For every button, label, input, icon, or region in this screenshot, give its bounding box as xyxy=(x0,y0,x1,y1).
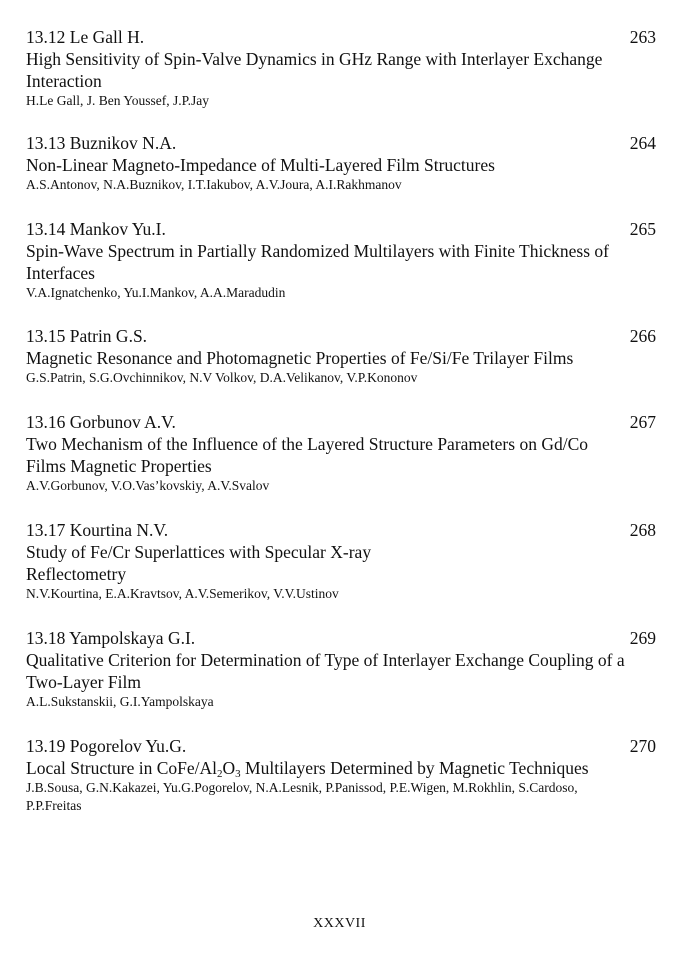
entry-authors: A.V.Gorbunov, V.O.Vas’kovskiy, A.V.Svalov xyxy=(26,478,270,493)
toc-entry xyxy=(26,627,656,711)
entry-title: High Sensitivity of Spin-Valve Dynamics in GHz Range with Interlayer Exchange Interaction xyxy=(26,49,603,91)
entry-number-author: 13.13 Buznikov N.A. xyxy=(26,133,177,153)
entry-title-part: O xyxy=(222,758,236,778)
entry-number-author: 13.12 Le Gall H. xyxy=(26,27,145,47)
page-number: 270 xyxy=(629,736,656,756)
entry-authors: G.S.Patrin, S.G.Ovchinnikov, N.V Volkov, D.A.Velikanov, V.P.Kononov xyxy=(26,370,418,385)
entry-authors: A.L.Sukstanskii, G.I.Yampolskaya xyxy=(26,694,214,709)
entry-title: Non-Linear Magneto-Impedance of Multi-Layered Film Structures xyxy=(26,155,495,175)
entry-title xyxy=(26,757,626,779)
entry-title: Two Mechanism of the Influence of the Layered Structure Parameters on Gd/Co Films Magnetic Properties xyxy=(26,434,588,476)
entry-title-line-2: Reflectometry xyxy=(26,564,127,584)
page-number: 265 xyxy=(629,219,656,239)
subscript: 2 xyxy=(217,768,223,780)
entry-number-author: 13.15 Patrin G.S. xyxy=(26,326,148,346)
toc-entry xyxy=(26,218,656,302)
page-number: 267 xyxy=(629,412,656,432)
toc-entry xyxy=(26,26,656,110)
entry-number-author: 13.19 Pogorelov Yu.G. xyxy=(26,736,187,756)
page-number: 263 xyxy=(629,27,656,47)
entry-number-author: 13.14 Mankov Yu.I. xyxy=(26,219,166,239)
entry-title: Qualitative Criterion for Determination of Type of Interlayer Exchange Coupling of a Two-Layer Film xyxy=(26,650,625,692)
entry-number-author: 13.18 Yampolskaya G.I. xyxy=(26,628,196,648)
entry-title-line-1: Study of Fe/Cr Superlattices with Specular X-ray xyxy=(26,542,372,562)
page-number: 266 xyxy=(629,326,656,346)
entry-title: Spin-Wave Spectrum in Partially Randomized Multilayers with Finite Thickness of Interfaces xyxy=(26,241,609,283)
entry-authors: A.S.Antonov, N.A.Buznikov, I.T.Iakubov, A.V.Joura, A.I.Rakhmanov xyxy=(26,177,402,192)
toc-entry xyxy=(26,411,656,495)
entry-authors: J.B.Sousa, G.N.Kakazei, Yu.G.Pogorelov, N.A.Lesnik, P.Panissod, P.E.Wigen, M.Rokhlin, S.Cardoso, P.P.Freitas xyxy=(26,780,578,813)
subscript: 3 xyxy=(235,768,241,780)
toc-entry xyxy=(26,132,656,194)
page-footer-numeral: XXXVII xyxy=(313,916,366,931)
page-number: 269 xyxy=(629,628,656,648)
entry-number-author: 13.17 Kourtina N.V. xyxy=(26,520,169,540)
toc-entry xyxy=(26,519,656,603)
entry-title-part: Multilayers Determined by Magnetic Techniques xyxy=(240,758,589,778)
page-number: 264 xyxy=(629,133,656,153)
entry-title: Magnetic Resonance and Photomagnetic Properties of Fe/Si/Fe Trilayer Films xyxy=(26,348,574,368)
entry-authors: H.Le Gall, J. Ben Youssef, J.P.Jay xyxy=(26,93,210,108)
page-number: 268 xyxy=(629,520,656,540)
entry-number-author: 13.16 Gorbunov A.V. xyxy=(26,412,176,432)
entry-title-part: Local Structure in CoFe/Al xyxy=(26,758,218,778)
toc-entry xyxy=(26,325,656,387)
entry-authors: N.V.Kourtina, E.A.Kravtsov, A.V.Semerikov, V.V.Ustinov xyxy=(26,586,339,601)
entry-authors: V.A.Ignatchenko, Yu.I.Mankov, A.A.Maradudin xyxy=(26,285,286,300)
toc-entry xyxy=(26,735,656,815)
